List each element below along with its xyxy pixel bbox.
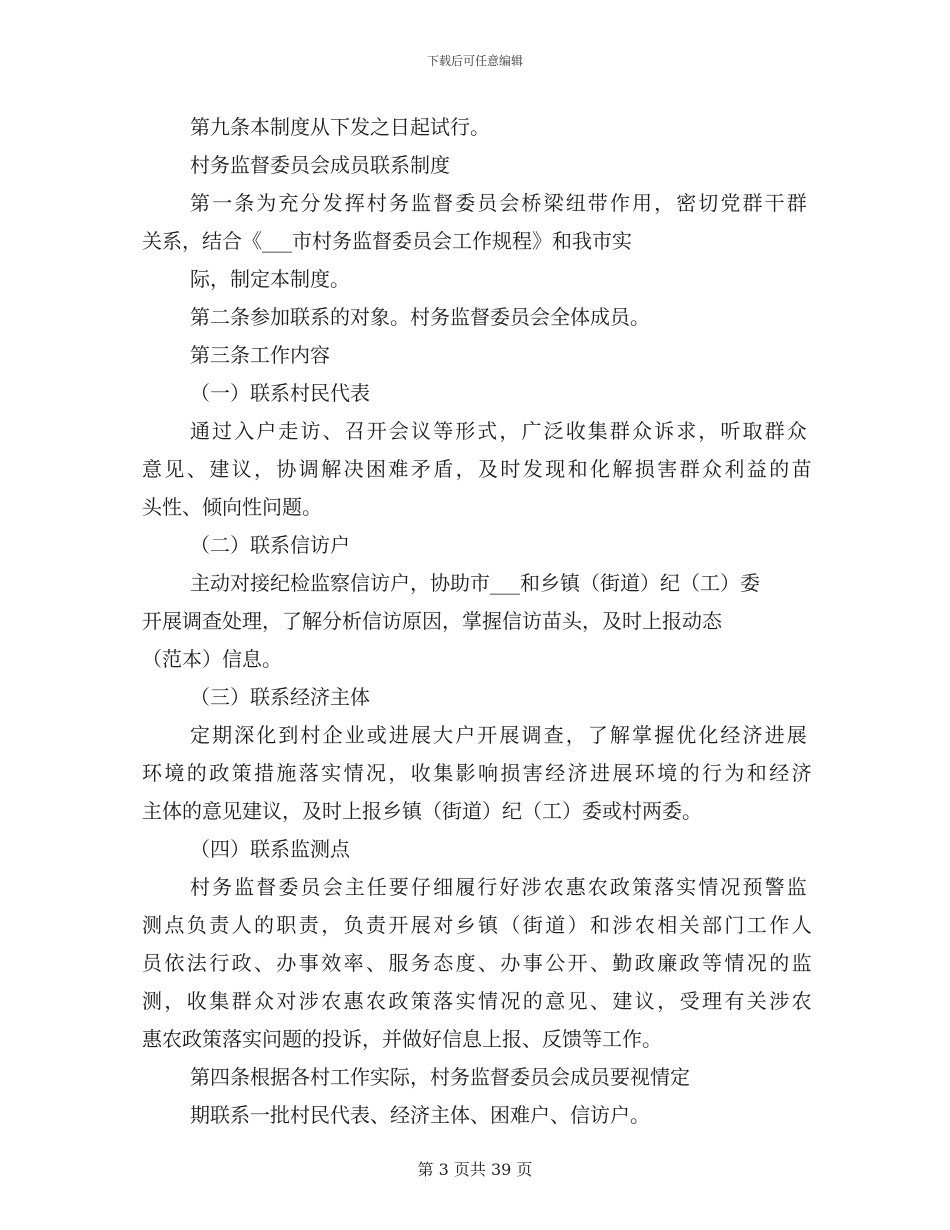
paragraph-line: 测，收集群众对涉农惠农政策落实情况的意见、建议，受理有关涉农 [142, 989, 814, 1013]
paragraph-line: 第二条参加联系的对象。村务监督委员会全体成员。 [190, 305, 650, 329]
subsection-title: （一）联系村民代表 [190, 381, 370, 405]
paragraph-line: 员依法行政、办事效率、服务态度、办事公开、勤政廉政等情况的监 [142, 951, 814, 975]
paragraph-line: 第九条本制度从下发之日起试行。 [190, 115, 490, 139]
paragraph-line: 通过入户走访、召开会议等形式，广泛收集群众诉求，听取群众 [190, 419, 809, 443]
paragraph-line: 主动对接纪检监察信访户，协助市___和乡镇（街道）纪（工）委 [190, 571, 760, 595]
paragraph-line: 惠农政策落实问题的投诉，并做好信息上报、反馈等工作。 [142, 1027, 662, 1051]
section-title: 村务监督委员会成员联系制度 [190, 153, 450, 177]
paragraph-line: （范本）信息。 [142, 647, 282, 671]
subsection-title: （四）联系监测点 [190, 837, 350, 861]
paragraph-line: 期联系一批村民代表、经济主体、困难户、信访户。 [190, 1103, 650, 1127]
paragraph-line: 定期深化到村企业或进展大户开展调查，了解掌握优化经济进展 [190, 723, 809, 747]
paragraph-line: 环境的政策措施落实情况，收集影响损害经济进展环境的行为和经济 [142, 761, 814, 785]
paragraph-line: 测点负责人的职责，负责开展对乡镇（街道）和涉农相关部门工作人 [142, 913, 814, 937]
paragraph-line: 开展调查处理，了解分析信访原因，掌握信访苗头，及时上报动态 [142, 609, 722, 633]
paragraph-line: 际，制定本制度。 [190, 267, 350, 291]
paragraph-line: 头性、倾向性问题。 [142, 495, 322, 519]
paragraph-line: 关系，结合《___市村务监督委员会工作规程》和我市实 [142, 229, 632, 253]
page-header-note: 下载后可任意编辑 [426, 54, 523, 68]
paragraph-line: 意见、建议，协调解决困难矛盾，及时发现和化解损害群众利益的苗 [142, 457, 814, 481]
subsection-title: （三）联系经济主体 [190, 685, 370, 709]
paragraph-line: 第三条工作内容 [190, 343, 330, 367]
paragraph-line: 主体的意见建议，及时上报乡镇（街道）纪（工）委或村两委。 [142, 799, 702, 823]
subsection-title: （二）联系信访户 [190, 533, 350, 557]
paragraph-line: 第四条根据各村工作实际，村务监督委员会成员要视情定 [190, 1065, 690, 1089]
page-number: 第 3 页共 39 页 [417, 1160, 533, 1179]
paragraph-line: 第一条为充分发挥村务监督委员会桥梁纽带作用，密切党群干群 [190, 191, 809, 215]
paragraph-line: 村务监督委员会主任要仔细履行好涉农惠农政策落实情况预警监 [190, 875, 809, 899]
